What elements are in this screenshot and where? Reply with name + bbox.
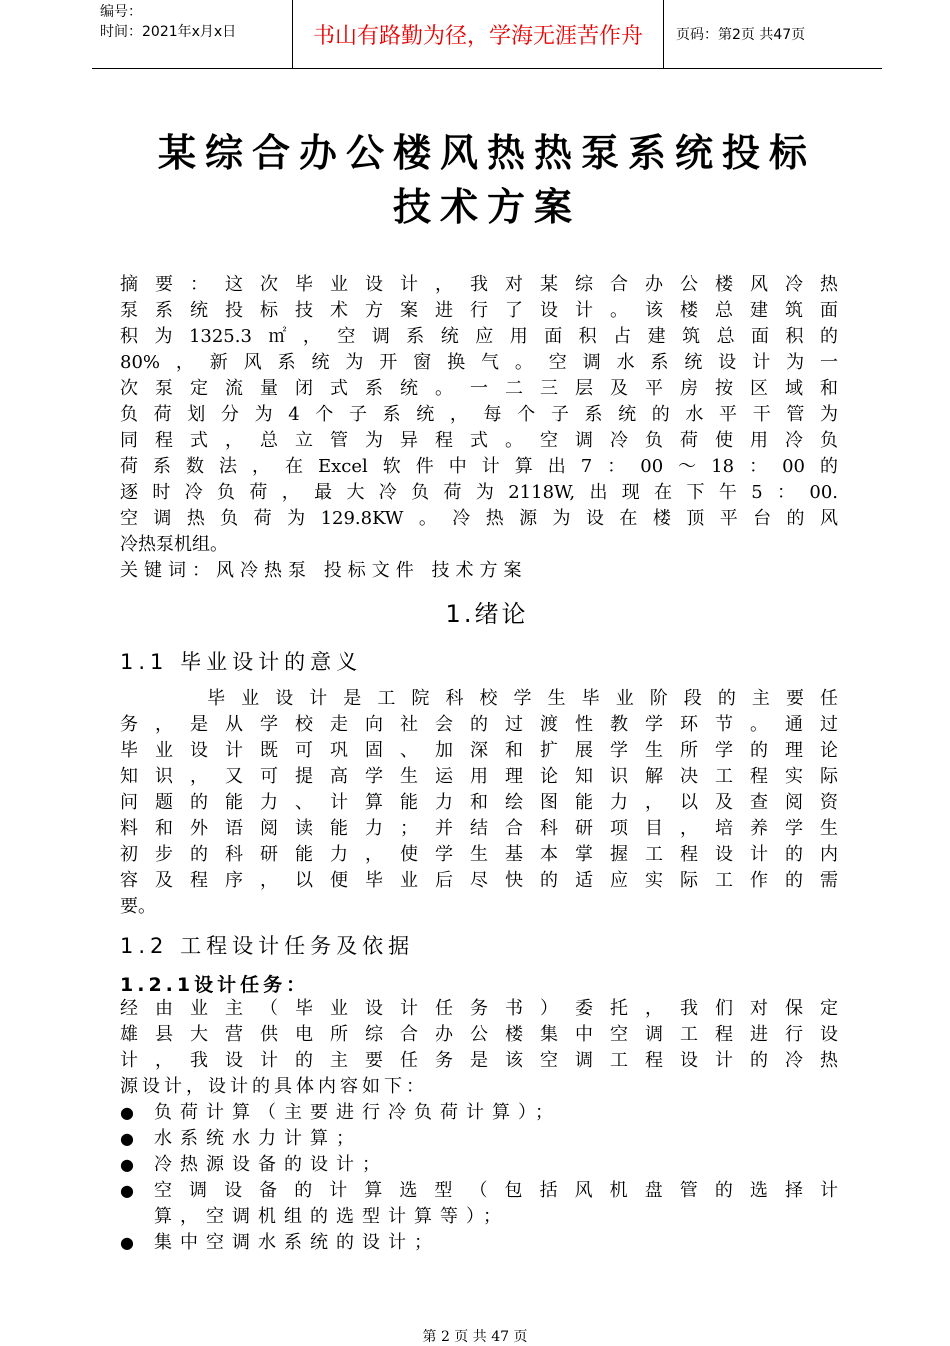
page-number-label: 页码：第2页 共47页 bbox=[676, 27, 806, 43]
abstract-line: 泵系统投标技术方案进行了设计。该楼总建筑面 bbox=[120, 300, 838, 321]
document-title-line-2: 技术方案 bbox=[392, 184, 581, 229]
serial-label: 编号： bbox=[100, 4, 142, 20]
paragraph-line: 务，是从学校走向社会的过渡性教学环节。通过 bbox=[120, 714, 838, 735]
bullet-icon: ● bbox=[120, 1155, 134, 1174]
page-header bbox=[92, 0, 882, 69]
abstract-line: 空调热负荷为129.8KW。冷热源为设在楼顶平台的风 bbox=[120, 508, 838, 529]
paragraph-line: 知识，又可提高学生运用理论知识解决工程实际 bbox=[120, 766, 838, 787]
document-title-line-1: 某综合办公楼风热热泵系统投标 bbox=[157, 130, 816, 175]
list-item: 空调设备的计算选型（包括风机盘管的选择计 bbox=[154, 1180, 838, 1201]
list-item: 集中空调水系统的设计； bbox=[154, 1232, 440, 1253]
paragraph-line: 经由业主（毕业设计任务书）委托，我们对保定 bbox=[120, 998, 838, 1019]
bullet-icon: ● bbox=[120, 1233, 134, 1252]
paragraph-line: 毕业设计是工院科校学生毕业阶段的主要任 bbox=[120, 688, 838, 709]
paragraph-line: 要。 bbox=[120, 896, 156, 917]
bullet-icon: ● bbox=[120, 1103, 134, 1122]
header-meta bbox=[100, 2, 290, 42]
abstract-line: 摘要：这次毕业设计，我对某综合办公楼风冷热 bbox=[120, 274, 838, 295]
bullet-icon: ● bbox=[120, 1181, 134, 1200]
page-footer: 第 2 页 共 47 页 bbox=[422, 1329, 528, 1345]
list-item: 冷热源设备的设计； bbox=[154, 1154, 388, 1175]
time-label: 时间：2021年x月x日 bbox=[100, 24, 237, 40]
abstract-line: 逐时冷负荷，最大冷负荷为2118W,出现在下午5：00. bbox=[120, 482, 838, 503]
abstract-line: 荷系数法，在Excel软件中计算出7：00～18：00的 bbox=[120, 456, 838, 477]
paragraph-line: 毕业设计既可巩固、加深和扩展学生所学的理论 bbox=[120, 740, 838, 761]
bullet-icon: ● bbox=[120, 1129, 134, 1148]
abstract-line: 冷热泵机组。 bbox=[120, 534, 228, 555]
abstract-line: 次泵定流量闭式系统。一二三层及平房按区域和 bbox=[120, 378, 838, 399]
paragraph-line: 源设计，设计的具体内容如下： bbox=[120, 1076, 428, 1097]
header-motto: 书山有路勤为径，学海无涯苦作舟 bbox=[292, 0, 664, 68]
abstract-line: 同程式，总立管为异程式。空调冷负荷使用冷负 bbox=[120, 430, 838, 451]
list-item-continuation: 算，空调机组的选型计算等）； bbox=[154, 1206, 509, 1227]
subsection-heading: 1.2.1设计任务： bbox=[120, 974, 310, 996]
paragraph-line: 容及程序，以便毕业后尽快的适应实际工作的需 bbox=[120, 870, 838, 891]
abstract-line: 积为1325.3㎡，空调系统应用面积占建筑总面积的 bbox=[120, 326, 838, 347]
section-heading: 1.1 毕业设计的意义 bbox=[120, 650, 363, 674]
list-item: 负荷计算（主要进行冷负荷计算）； bbox=[154, 1102, 561, 1123]
abstract-line: 80%，新风系统为开窗换气。空调水系统设计为一 bbox=[120, 352, 838, 373]
paragraph-line: 计，我设计的主要任务是该空调工程设计的冷热 bbox=[120, 1050, 838, 1071]
keywords-line: 关键词：风冷热泵 投标文件 技术方案 bbox=[120, 560, 528, 581]
paragraph-line: 初步的科研能力，使学生基本掌握工程设计的内 bbox=[120, 844, 838, 865]
list-item: 水系统水力计算； bbox=[154, 1128, 362, 1149]
chapter-title: 1.绪论 bbox=[445, 600, 529, 628]
paragraph-line: 雄县大营供电所综合办公楼集中空调工程进行设 bbox=[120, 1024, 838, 1045]
paragraph-line: 料和外语阅读能力；并结合科研项目，培养学生 bbox=[120, 818, 838, 839]
paragraph-line: 问题的能力、计算能力和绘图能力，以及查阅资 bbox=[120, 792, 838, 813]
abstract-line: 负荷划分为4个子系统，每个子系统的水平干管为 bbox=[120, 404, 838, 425]
section-heading: 1.2 工程设计任务及依据 bbox=[120, 934, 415, 958]
